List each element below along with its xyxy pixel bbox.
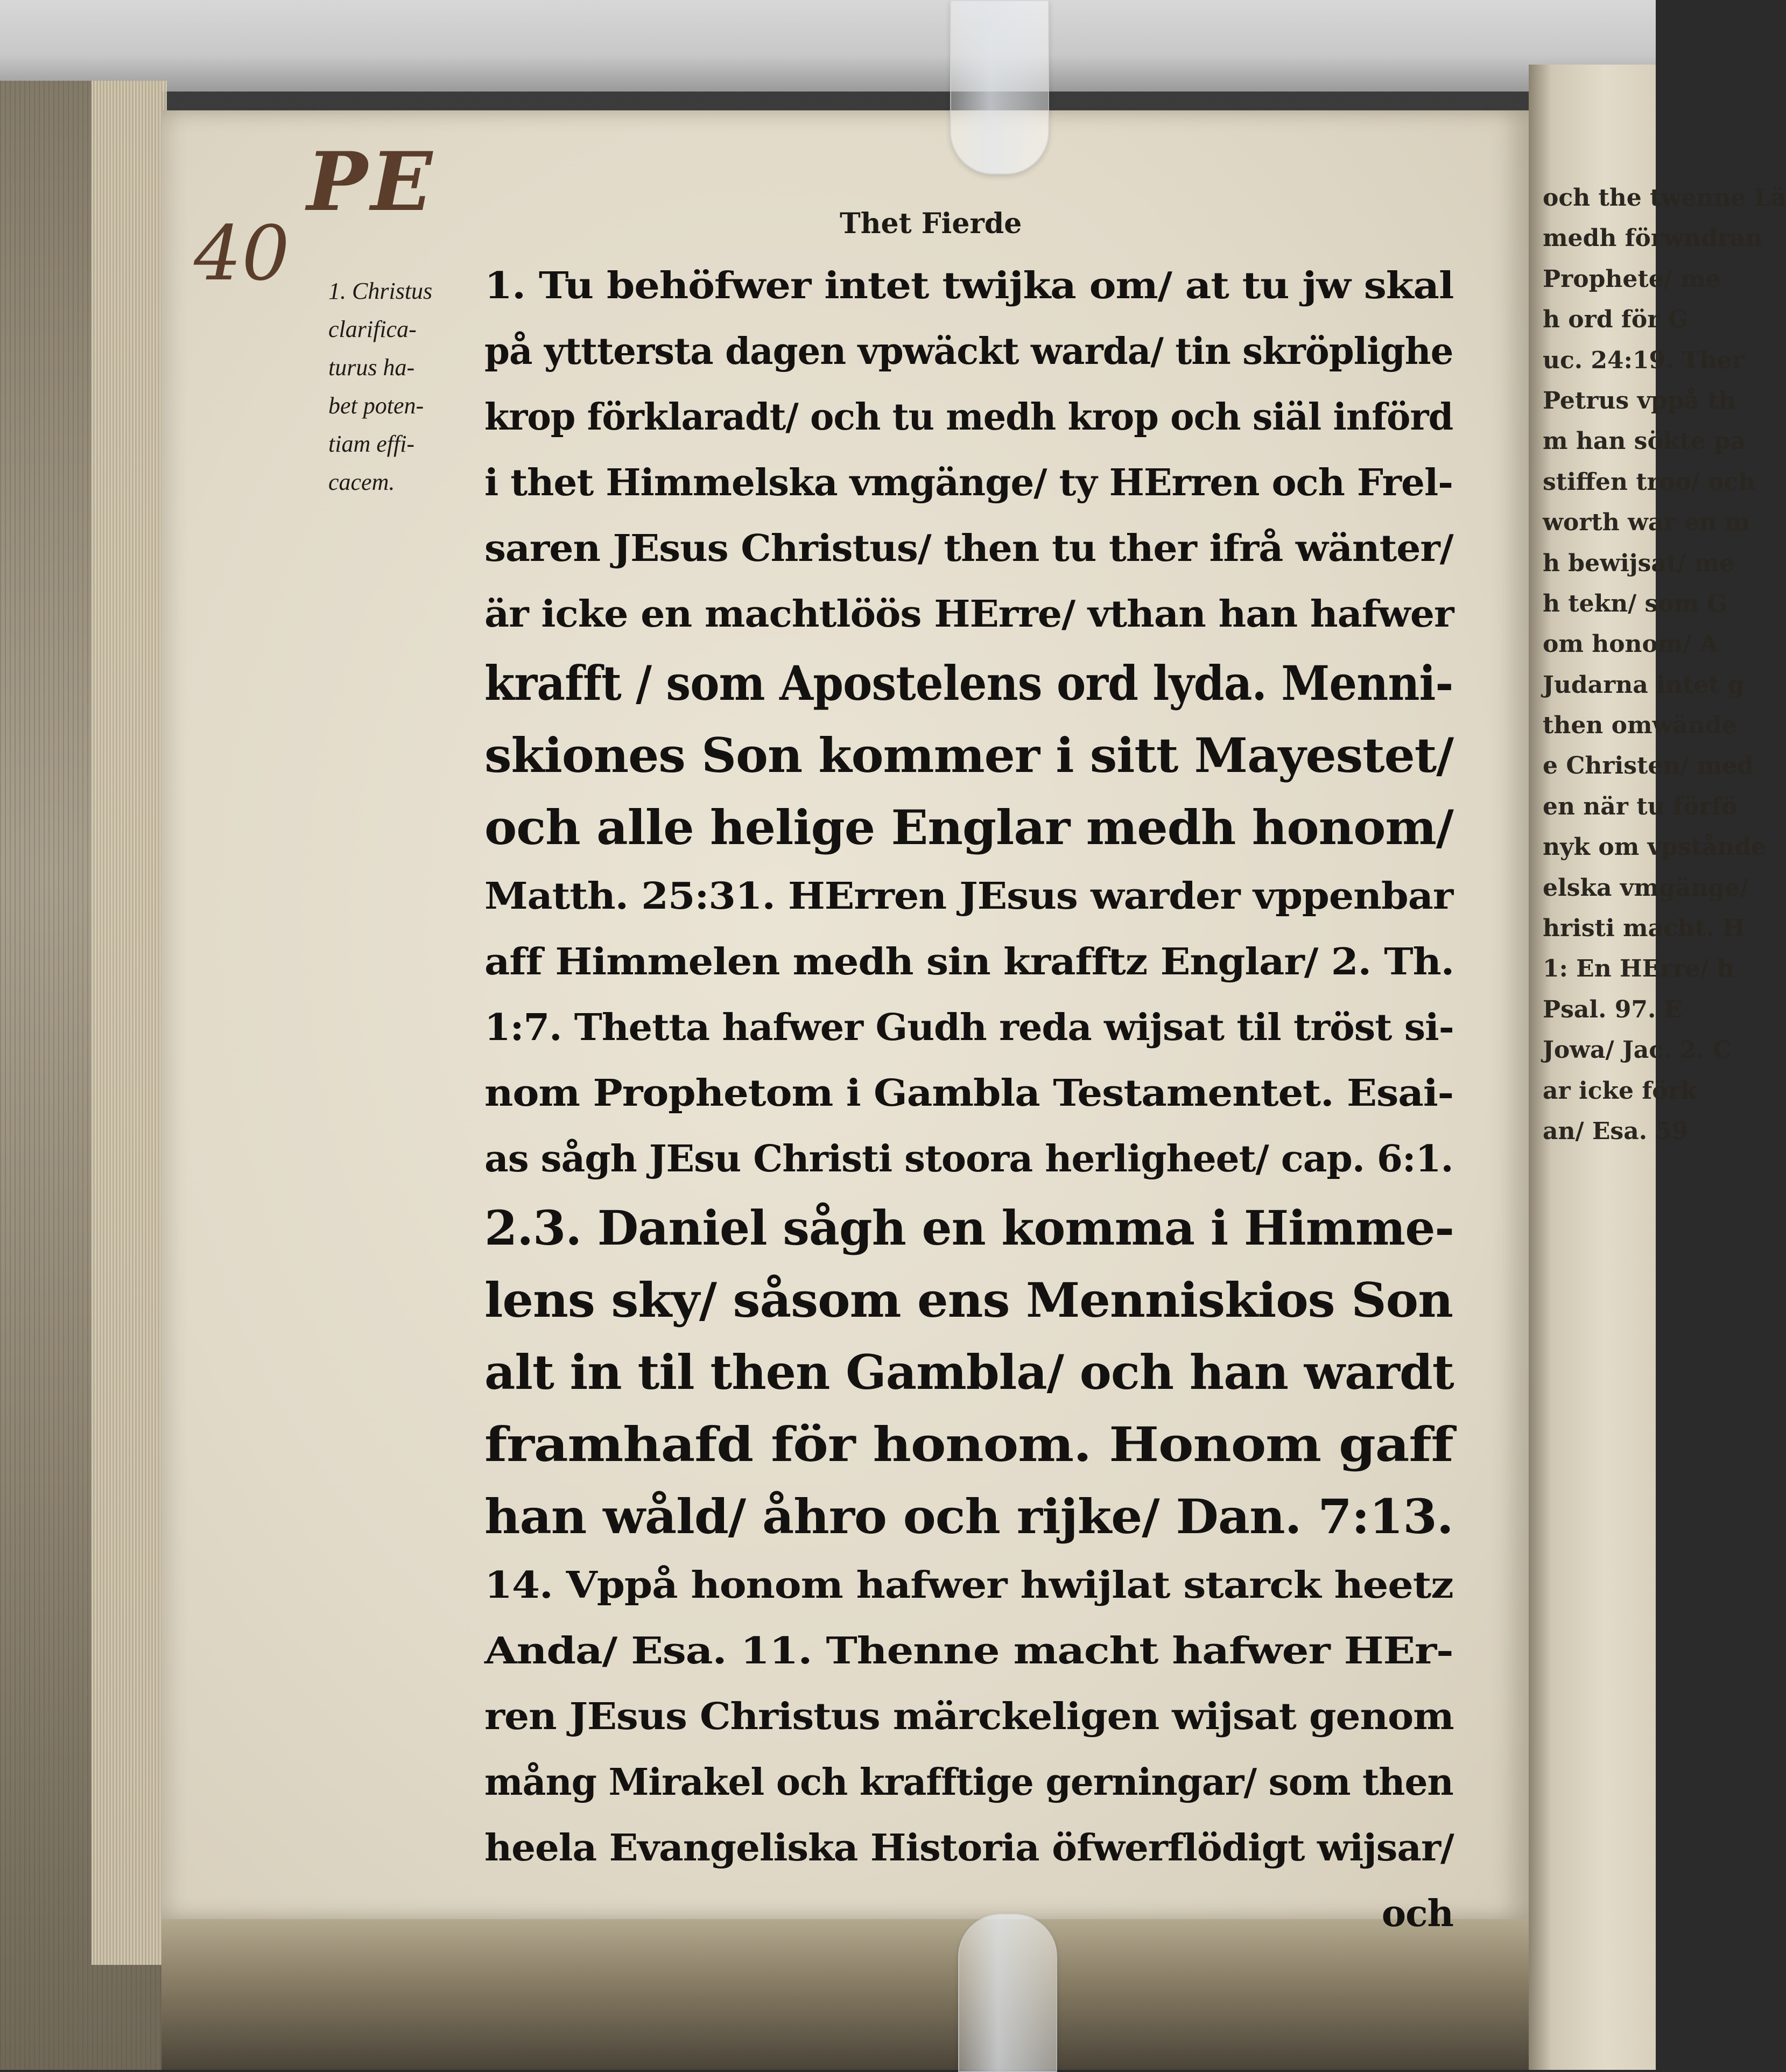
text-line: saren JEsus Christus/ then tu ther ifrå wänter/ — [484, 527, 1453, 570]
facing-line: Judarna intet g — [1543, 671, 1745, 699]
running-head: Thet Fierde — [840, 207, 1022, 240]
facing-line: och the twenne Lä — [1543, 184, 1786, 212]
facing-line: an/ Esa. 59 — [1543, 1117, 1689, 1145]
text-line: krop förklaradt/ och tu medh krop och siäl införd — [484, 396, 1453, 439]
text-line: krafft / som Apostelens ord lyda. Menni- — [484, 655, 1453, 711]
handwritten-initials: PE — [307, 135, 436, 229]
facing-page-text — [1543, 178, 1786, 1151]
page-stack-edge — [92, 81, 167, 1965]
handwritten-page-number: 40 — [194, 210, 290, 298]
text-line: mång Mirakel och krafftige gerningar/ som then — [484, 1761, 1453, 1804]
text-line: 1. Tu behöfwer intet twijka om/ at tu jw skal — [484, 264, 1454, 307]
text-line: framhafd för honom. Honom gaff — [484, 1416, 1453, 1472]
facing-line: Petrus vppå th — [1543, 387, 1736, 415]
facing-line: en när tu förfö — [1543, 792, 1738, 820]
text-line: as sågh JEsu Christi stoora herligheet/ cap. 6:1. — [484, 1137, 1453, 1181]
text-line: på ytttersta dagen vpwäckt warda/ tin skröplighe — [484, 330, 1453, 373]
facing-line: stiffen troo/ och — [1543, 468, 1755, 496]
facing-line: h ord för G — [1543, 306, 1689, 334]
facing-line: hristi macht. H — [1543, 915, 1745, 943]
text-line: skiones Son kommer i sitt Mayestet/ — [484, 727, 1454, 783]
facing-line: 1: En HErre/ h — [1543, 955, 1734, 983]
facing-line: h bewijsat/ me — [1543, 549, 1735, 577]
text-line: och alle helige Englar medh honom/ — [484, 799, 1453, 855]
facing-line: e Christen/ med — [1543, 752, 1754, 780]
catchword: och — [1381, 1892, 1453, 1935]
background-top — [0, 0, 1656, 92]
facing-line: uc. 24:19. Ther — [1543, 346, 1745, 374]
marginal-line: bet poten- — [328, 392, 424, 419]
marginal-note — [328, 272, 458, 501]
text-line: heela Evangeliska Historia öfwerflödigt wijsar/ — [484, 1827, 1454, 1870]
text-line: 14. Vppå honom hafwer hwijlat starck heetz — [484, 1564, 1453, 1607]
facing-line: m han sökte pa — [1543, 427, 1746, 455]
facing-line: then omwände — [1543, 712, 1737, 740]
facing-line: om honom/ A — [1543, 630, 1718, 658]
marginal-line: cacem. — [328, 469, 395, 495]
facing-line: Psal. 97. E — [1543, 995, 1683, 1023]
facing-line: elska vmgänge/ — [1543, 874, 1749, 902]
page-holder-clip-top — [950, 0, 1049, 174]
facing-page — [1529, 65, 1786, 2070]
text-line: Anda/ Esa. 11. Thenne macht hafwer HEr- — [484, 1629, 1453, 1673]
facing-line: medh förwndran — [1543, 224, 1763, 252]
facing-line: h tekn/ som G — [1543, 589, 1728, 617]
marginal-line: tiam effi- — [328, 431, 415, 457]
text-line: i thet Himmelska vmgänge/ ty HErren och Frel- — [484, 461, 1453, 504]
text-line: Matth. 25:31. HErren JEsus warder vppenbar — [484, 875, 1453, 918]
marginal-line: clarifica- — [328, 316, 417, 342]
facing-line: Jowa/ Jac. 2. C — [1543, 1036, 1732, 1064]
facing-line: Prophete/ me — [1543, 265, 1721, 293]
marginal-line: 1. Christus — [328, 278, 433, 304]
facing-line: ar icke förk — [1543, 1077, 1697, 1105]
text-line: 2.3. Daniel sågh en komma i Himme- — [484, 1200, 1454, 1256]
text-line: han wåld/ åhro och rijke/ Dan. 7:13. — [484, 1488, 1453, 1544]
facing-line: nyk om vpstånde — [1543, 833, 1767, 861]
text-line: nom Prophetom i Gambla Testamentet. Esai- — [484, 1072, 1454, 1115]
text-line: är icke en machtlöös HErre/ vthan han hafwer — [484, 593, 1454, 636]
text-line: alt in til then Gambla/ och han wardt — [484, 1344, 1454, 1400]
text-line: ren JEsus Christus märckeligen wijsat genom — [484, 1695, 1454, 1738]
facing-line: worth war en m — [1543, 509, 1750, 537]
text-line: aff Himmelen medh sin krafftz Englar/ 2. Th. — [484, 940, 1454, 984]
text-line: 1:7. Thetta hafwer Gudh reda wijsat til tröst si- — [484, 1006, 1454, 1049]
body-text — [484, 253, 1459, 1947]
marginal-line: turus ha- — [328, 354, 415, 381]
text-line: lens sky/ såsom ens Menniskios Son — [484, 1272, 1453, 1328]
